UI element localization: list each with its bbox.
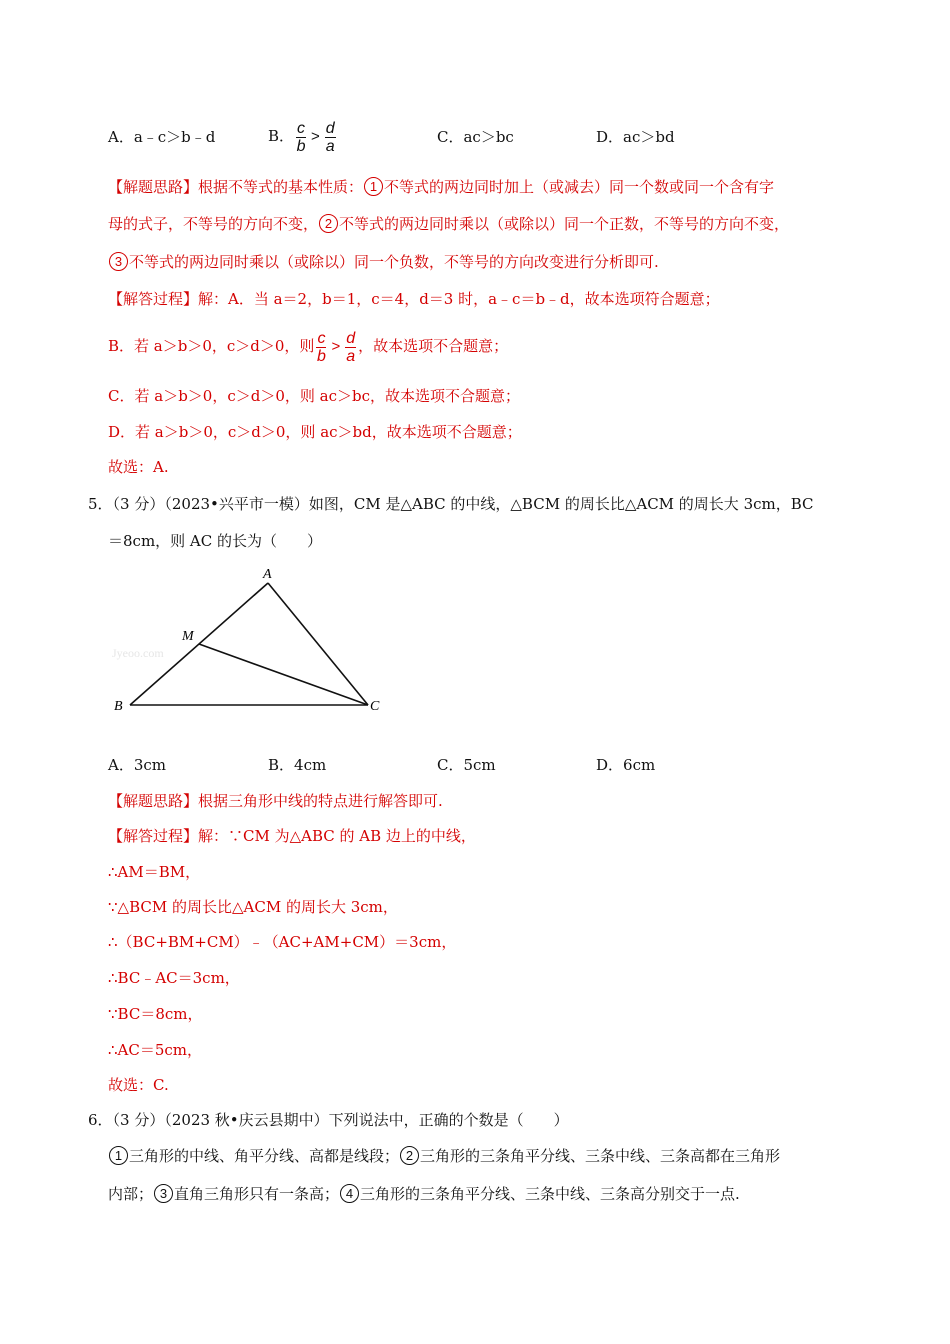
q5-idea	[108, 790, 443, 812]
q6-statements-line1	[108, 1145, 780, 1167]
circled-number: 2	[400, 1146, 419, 1165]
proc-text: 解：A．当 a＝2，b＝1，c＝4，d＝3 时，a﹣c＝b﹣d，故本选项符合题意；	[198, 290, 720, 308]
idea-text: 根据三角形中线的特点进行解答即可.	[198, 792, 443, 810]
q5-proc-2: ∴AM＝BM，	[108, 863, 201, 881]
label-a: A	[263, 567, 272, 582]
q5-proc-7: ∴AC＝5cm，	[108, 1041, 203, 1059]
q4-option-b-frac1	[296, 120, 306, 155]
proc-text: B．若 a＞b＞0，c＞d＞0，则	[108, 337, 315, 355]
q4-proc-b-frac2	[345, 330, 356, 365]
q4-option-c: C．ac＞bc	[437, 128, 514, 146]
q4-proc-b-frac1	[316, 330, 326, 365]
statement-text: 内部；	[108, 1185, 154, 1203]
idea-text: 母的式子，不等号的方向不变，	[108, 215, 319, 233]
circled-number: 1	[364, 177, 383, 196]
q5-option-a: A．3cm	[108, 756, 167, 774]
q4-idea-line2	[108, 213, 789, 235]
q5-proc-4: ∴（BC+BM+CM）﹣（AC+AM+CM）＝3cm，	[108, 933, 457, 951]
q4-option-d: D．ac＞bd	[596, 128, 675, 146]
q5-triangle-figure	[100, 560, 400, 725]
idea-text: 根据不等式的基本性质：	[198, 178, 364, 196]
gt-sign: >	[331, 338, 341, 355]
q5-proc-5: ∴BC﹣AC＝3cm，	[108, 969, 240, 987]
q4-proc-c: C．若 a＞b＞0，c＞d＞0，则 ac＞bc，故本选项不合题意；	[108, 387, 520, 405]
q4-answer: 故选：A.	[108, 458, 169, 476]
frac-denominator: b	[296, 137, 306, 155]
frac-denominator: a	[346, 347, 356, 365]
frac-numerator: d	[325, 119, 335, 137]
q5-option-c: C．5cm	[437, 756, 496, 774]
q5-proc-6: ∵BC＝8cm，	[108, 1005, 203, 1023]
circled-number: 4	[340, 1184, 359, 1203]
idea-text: 不等式的两边同时乘以（或除以）同一个负数，不等号的方向改变进行分析即可.	[129, 253, 659, 271]
q5-option-d: D．6cm	[596, 756, 656, 774]
statement-text: 三角形的三条角平分线、三条中线、三条高都在三角形	[420, 1147, 781, 1165]
gt-sign: >	[311, 128, 320, 145]
circled-number: 2	[319, 214, 338, 233]
proc-text: 解：∵CM 为△ABC 的 AB 边上的中线，	[198, 827, 476, 845]
q5-stem-line2: ＝8cm，则 AC 的长为（ ）	[108, 532, 323, 550]
q4-idea-line1	[108, 176, 774, 198]
idea-tag: 【解题思路】	[108, 178, 199, 196]
frac-denominator: a	[325, 137, 335, 155]
q4-proc-d: D．若 a＞b＞0，c＞d＞0，则 ac＞bd，故本选项不合题意；	[108, 423, 522, 441]
label-b: B	[114, 699, 123, 714]
q4-option-a: A．a﹣c＞b﹣d	[108, 128, 216, 146]
q5-answer: 故选：C.	[108, 1076, 169, 1094]
proc-text: ，故本选项不合题意；	[358, 337, 509, 355]
frac-numerator: c	[317, 329, 326, 347]
q5-stem-line1: 5．（3 分）（2023•兴平市一模）如图，CM 是△ABC 的中线，△BCM 的周长比△ACM 的周长大 3cm，BC	[88, 495, 814, 513]
q4-option-b-frac2	[325, 120, 336, 155]
q4-idea-line3	[108, 251, 659, 273]
statement-text: 三角形的中线、角平分线、高都是线段；	[129, 1147, 400, 1165]
q6-stem: 6．（3 分）（2023 秋•庆云县期中）下列说法中，正确的个数是（ ）	[88, 1111, 569, 1129]
q6-statements-line2	[108, 1183, 740, 1205]
circled-number: 1	[109, 1146, 128, 1165]
q4-proc-b	[108, 326, 508, 367]
proc-tag: 【解答过程】	[108, 290, 199, 308]
frac-numerator: c	[297, 119, 306, 137]
idea-tag: 【解题思路】	[108, 792, 199, 810]
q5-option-b: B．4cm	[268, 756, 327, 774]
frac-denominator: b	[316, 347, 326, 365]
idea-text: 不等式的两边同时乘以（或除以）同一个正数，不等号的方向不变，	[339, 215, 790, 233]
statement-text: 三角形的三条角平分线、三条中线、三条高分别交于一点.	[360, 1185, 740, 1203]
circled-number: 3	[109, 252, 128, 271]
idea-text: 不等式的两边同时加上（或减去）同一个数或同一个含有字	[384, 178, 775, 196]
circled-number: 3	[154, 1184, 173, 1203]
q4-option-b	[268, 116, 338, 157]
proc-tag: 【解答过程】	[108, 827, 199, 845]
q4-proc-a	[108, 288, 720, 310]
q5-proc-1	[108, 825, 476, 847]
label-m: M	[182, 629, 194, 644]
statement-text: 直角三角形只有一条高；	[174, 1185, 340, 1203]
q4-option-b-label: B．	[268, 127, 295, 145]
label-c: C	[370, 699, 380, 714]
watermark: Jyeoo.com	[112, 646, 164, 660]
frac-numerator: d	[346, 329, 356, 347]
q5-proc-3: ∵△BCM 的周长比△ACM 的周长大 3cm，	[108, 898, 398, 916]
